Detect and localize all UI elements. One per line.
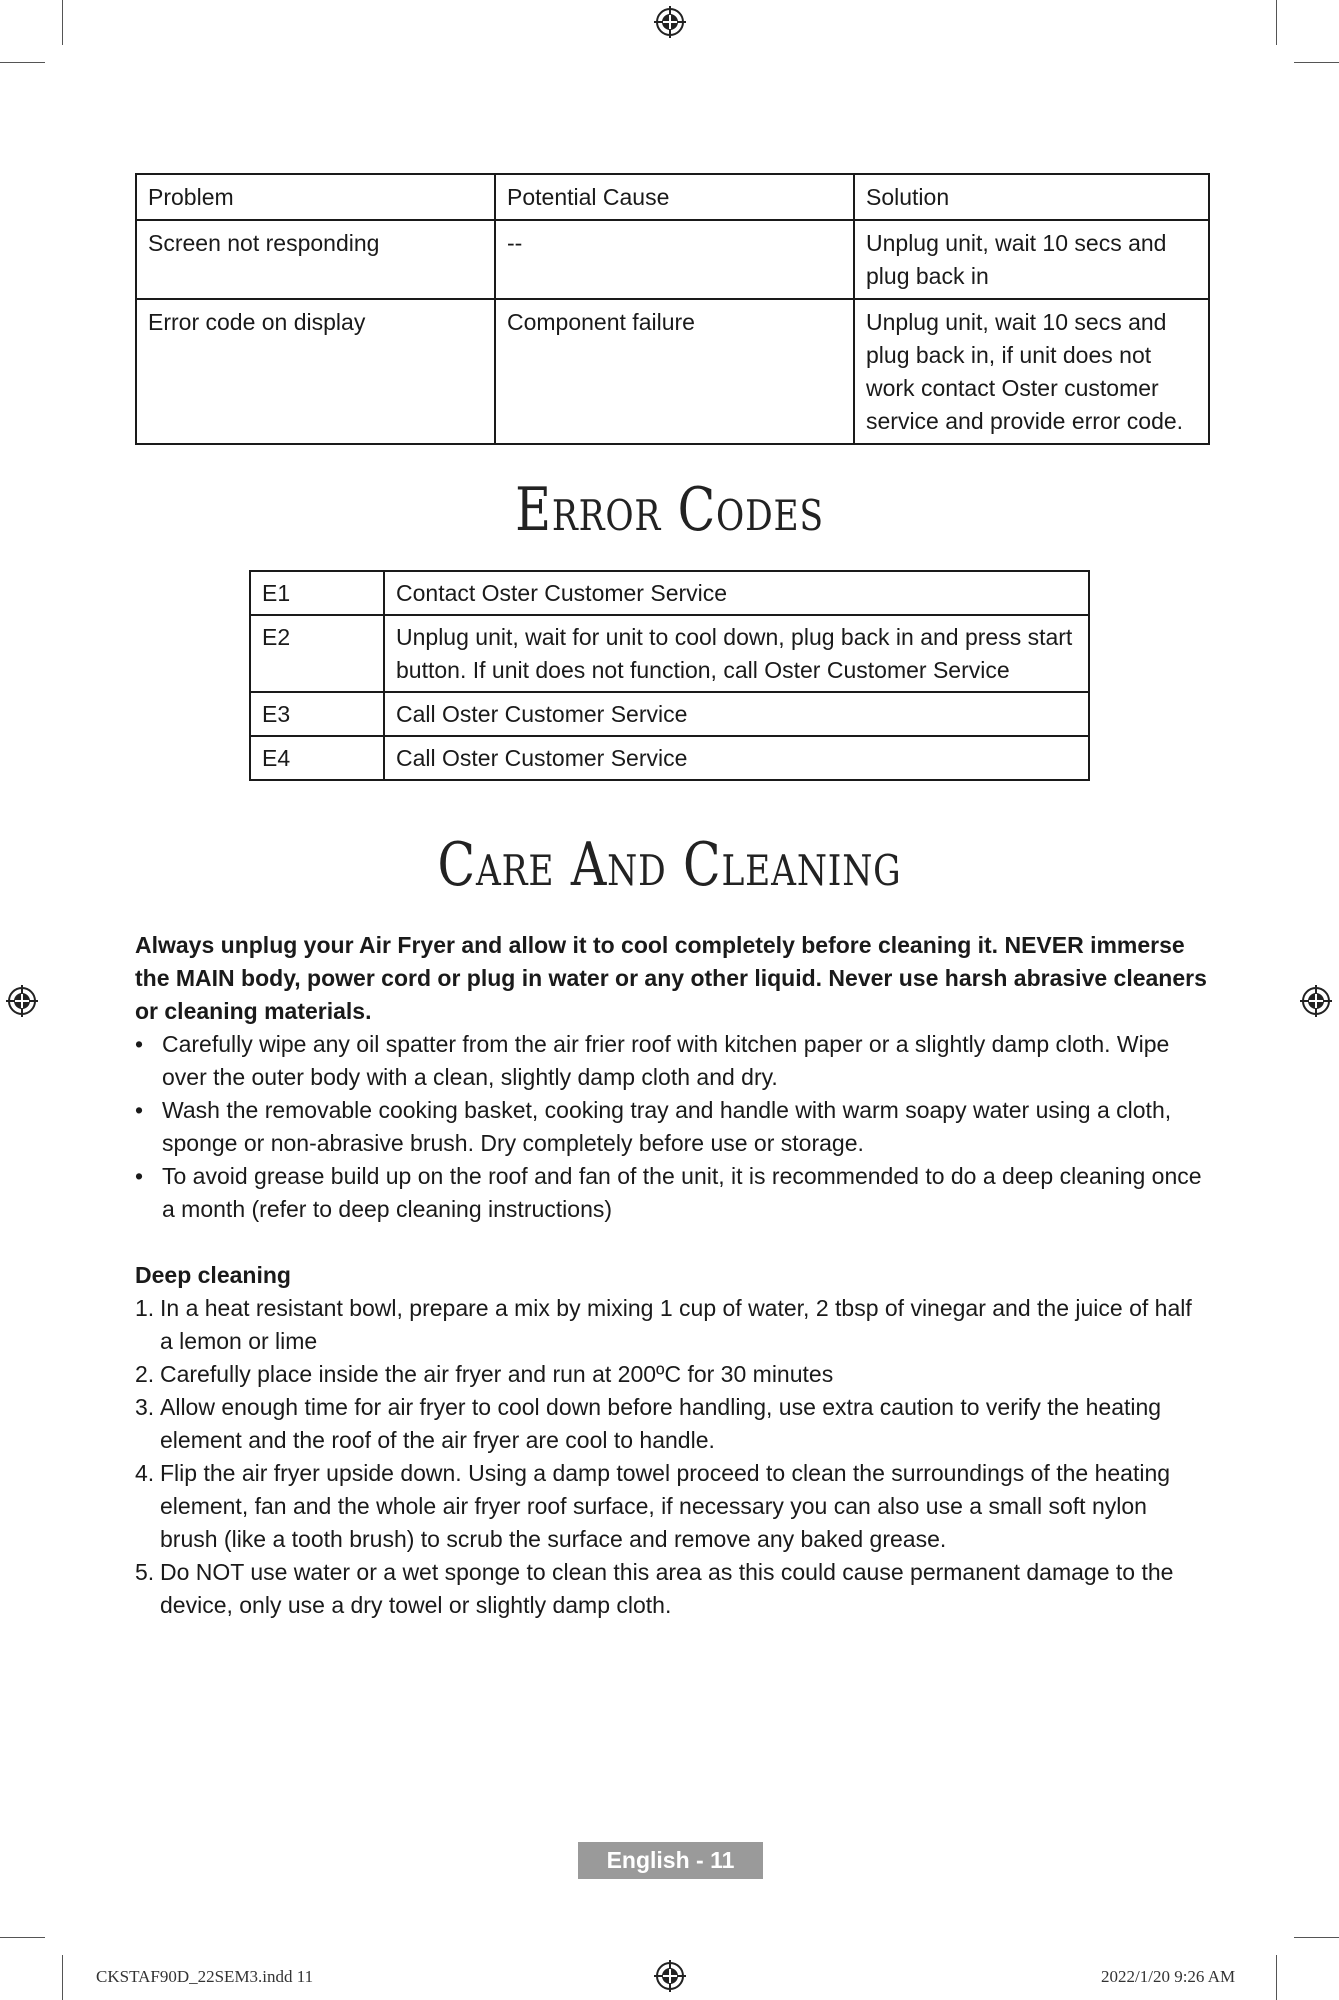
problem-cell: Error code on display [136, 299, 495, 444]
cause-cell: Component failure [495, 299, 854, 444]
crop-mark [1294, 1937, 1339, 1938]
table-header-row [136, 174, 1209, 220]
step-number: 4. [135, 1460, 155, 1486]
error-description-cell: Unplug unit, wait for unit to cool down, plug back in and press start button. If unit does not function, call Oster Customer Service [384, 615, 1089, 692]
crop-mark [1276, 0, 1277, 45]
column-header-problem: Problem [136, 174, 495, 220]
step-text: Do NOT use water or a wet sponge to clean this area as this could cause permanent damage to the device, only use a dry towel or slightly damp cloth. [160, 1559, 1174, 1618]
problem-cell: Screen not responding [136, 220, 495, 299]
list-item [135, 1028, 1210, 1094]
registration-mark-icon [654, 1960, 686, 1992]
solution-cell: Unplug unit, wait 10 secs and plug back in [854, 220, 1209, 299]
cause-cell: -- [495, 220, 854, 299]
registration-mark-icon [1300, 985, 1332, 1017]
troubleshooting-table [135, 173, 1210, 445]
list-item-text: Wash the removable cooking basket, cooking tray and handle with warm soapy water using a cloth, sponge or non-abrasive brush. Dry completely before use or storage. [162, 1097, 1172, 1156]
list-item [135, 1160, 1210, 1226]
table-row [136, 299, 1209, 444]
table-row [250, 736, 1089, 780]
error-code-cell: E2 [250, 615, 384, 692]
step-text: Allow enough time for air fryer to cool down before handling, use extra caution to verify the heating element and the roof of the air fryer are cool to handle. [160, 1394, 1162, 1453]
table-row [250, 692, 1089, 736]
care-bullet-list [135, 1028, 1210, 1226]
crop-mark [62, 0, 63, 45]
page-number-badge: English - 11 [578, 1842, 763, 1879]
deep-cleaning-heading: Deep cleaning [135, 1262, 291, 1288]
slug-filename: CKSTAF90D_22SEM3.indd 11 [96, 1967, 314, 1986]
error-code-cell: E4 [250, 736, 384, 780]
table-row [250, 571, 1089, 615]
crop-mark [0, 1937, 45, 1938]
care-cleaning-heading: Care And Cleaning [437, 830, 902, 900]
bullet-icon: • [135, 1097, 144, 1123]
crop-mark [62, 1955, 63, 2000]
list-item [135, 1094, 1210, 1160]
step-text: Carefully place inside the air fryer and run at 200ºC for 30 minutes [160, 1361, 834, 1387]
list-item-text: Carefully wipe any oil spatter from the air frier roof with kitchen paper or a slightly damp cloth. Wipe over the outer body with a clean, slightly damp cloth and dry. [162, 1031, 1170, 1090]
step-text: Flip the air fryer upside down. Using a damp towel proceed to clean the surroundings of the heating element, fan and the whole air fryer roof surface, if necessary you can also use a small soft nylon brush (like a tooth brush) to scrub the surface and remove any baked grease. [160, 1460, 1171, 1552]
step-number: 2. [135, 1361, 155, 1387]
error-codes-heading: Error Codes [515, 475, 824, 545]
list-item [135, 1391, 1210, 1457]
list-item [135, 1292, 1210, 1358]
step-number: 3. [135, 1394, 155, 1420]
table-row [250, 615, 1089, 692]
error-description-cell: Call Oster Customer Service [384, 736, 1089, 780]
column-header-cause: Potential Cause [495, 174, 854, 220]
list-item [135, 1556, 1210, 1622]
error-description-cell: Call Oster Customer Service [384, 692, 1089, 736]
step-text: In a heat resistant bowl, prepare a mix by mixing 1 cup of water, 2 tbsp of vinegar and the juice of half a lemon or lime [160, 1295, 1192, 1354]
error-code-cell: E1 [250, 571, 384, 615]
crop-mark [0, 62, 45, 63]
crop-mark [1276, 1955, 1277, 2000]
step-number: 1. [135, 1295, 155, 1321]
column-header-solution: Solution [854, 174, 1209, 220]
list-item-text: To avoid grease build up on the roof and fan of the unit, it is recommended to do a deep cleaning once a month (refer to deep cleaning instructions) [162, 1163, 1202, 1222]
deep-cleaning-steps [135, 1292, 1210, 1622]
error-code-cell: E3 [250, 692, 384, 736]
list-item [135, 1457, 1210, 1556]
step-number: 5. [135, 1559, 155, 1585]
list-item [135, 1358, 1210, 1391]
care-intro-paragraph: Always unplug your Air Fryer and allow it to cool completely before cleaning it. NEVER immerse the MAIN body, power cord or plug in water or any other liquid. Never use harsh abrasive cleaners or cleaning materials. [135, 932, 1207, 1024]
slug-timestamp: 2022/1/20 9:26 AM [1101, 1967, 1236, 1986]
bullet-icon: • [135, 1031, 144, 1057]
bullet-icon: • [135, 1163, 144, 1189]
error-description-cell: Contact Oster Customer Service [384, 571, 1089, 615]
error-codes-table [249, 570, 1090, 781]
solution-cell: Unplug unit, wait 10 secs and plug back in, if unit does not work contact Oster customer service and provide error code. [854, 299, 1209, 444]
registration-mark-icon [6, 985, 38, 1017]
registration-mark-icon [654, 6, 686, 38]
crop-mark [1294, 62, 1339, 63]
table-row [136, 220, 1209, 299]
